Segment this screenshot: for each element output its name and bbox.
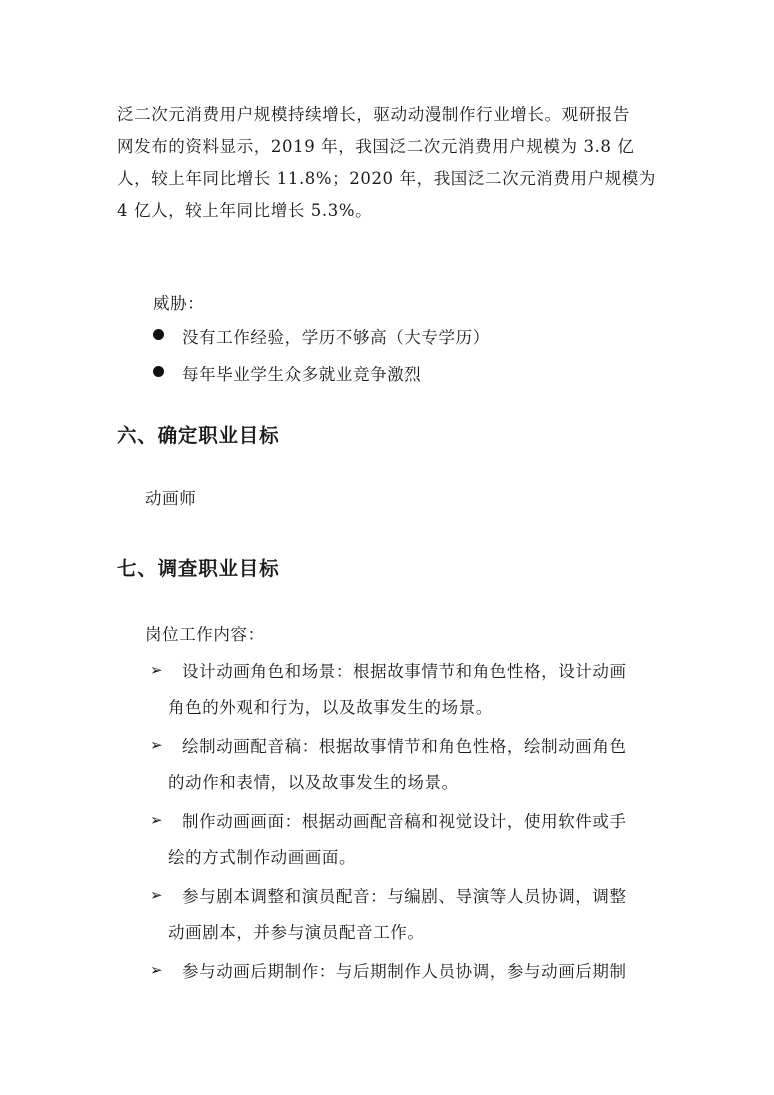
duty-line: 绘的方式制作动画画面。: [168, 848, 357, 867]
arrow-bullet-icon: ➢: [150, 661, 163, 679]
section-heading-6: 六、确定职业目标: [117, 424, 280, 447]
section-heading-7: 七、调查职业目标: [117, 557, 280, 580]
arrow-bullet-icon: ➢: [150, 961, 163, 979]
bullet-dot-icon: [153, 366, 164, 377]
arrow-bullet-icon: ➢: [150, 886, 163, 904]
duty-line: 绘制动画配音稿：根据故事情节和角色性格，绘制动画角色: [182, 737, 627, 756]
intro-line: 泛二次元消费用户规模持续增长，驱动动漫制作行业增长。观研报告: [117, 105, 630, 124]
duties-label: 岗位工作内容：: [145, 625, 265, 644]
duty-line: 参与剧本调整和演员配音：与编剧、导演等人员协调，调整: [182, 887, 627, 906]
duty-line: 角色的外观和行为，以及故事发生的场景。: [168, 698, 493, 717]
bullet-dot-icon: [153, 329, 164, 340]
intro-line: 4 亿人，较上年同比增长 5.3%。: [117, 201, 373, 220]
duty-line: 设计动画角色和场景：根据故事情节和角色性格，设计动画: [182, 662, 627, 681]
intro-line: 网发布的资料显示，2019 年，我国泛二次元消费用户规模为 3.8 亿: [117, 137, 635, 156]
intro-paragraph: [117, 99, 662, 227]
threat-item: 没有工作经验，学历不够高（大专学历）: [182, 328, 490, 347]
duty-line: 动画剧本，并参与演员配音工作。: [168, 923, 425, 942]
arrow-bullet-icon: ➢: [150, 811, 163, 829]
intro-line: 人，较上年同比增长 11.8%；2020 年，我国泛二次元消费用户规模为: [117, 169, 656, 188]
career-goal: 动画师: [145, 489, 197, 508]
duty-line: 参与动画后期制作：与后期制作人员协调，参与动画后期制: [182, 962, 627, 981]
arrow-bullet-icon: ➢: [150, 736, 163, 754]
duty-line: 的动作和表情，以及故事发生的场景。: [168, 773, 459, 792]
duty-line: 制作动画画面：根据动画配音稿和视觉设计，使用软件或手: [182, 812, 627, 831]
threats-label: 威胁：: [153, 294, 205, 313]
threat-item: 每年毕业学生众多就业竞争激烈: [182, 365, 422, 384]
